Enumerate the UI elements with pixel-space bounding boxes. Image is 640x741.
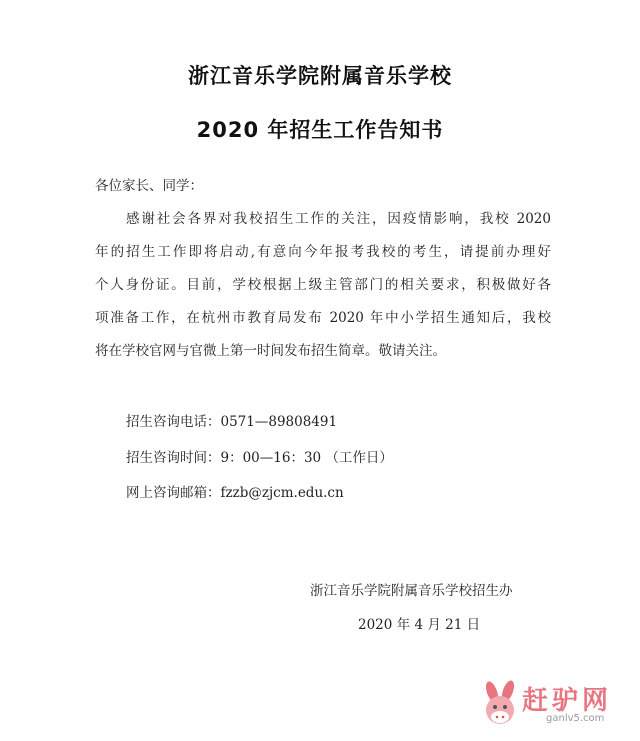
- paragraph-line: 个人身份证。目前，学校根据上级主管部门的相关要求，积极做好各: [95, 277, 551, 293]
- paragraph-line: 项准备工作，在杭州市教育局发布 2020 年中小学招生通知后，我校: [95, 310, 551, 326]
- paragraph-line: 将在学校官网与官微上第一时间发布招生简章。敬请关注。: [95, 343, 446, 359]
- contact-hours: 招生咨询时间：9：00—16：30 （工作日）: [126, 450, 393, 466]
- school-title: 浙江音乐学院附属音乐学校: [188, 64, 452, 88]
- contact-email: 网上咨询邮箱：fzzb@zjcm.edu.cn: [126, 485, 344, 501]
- paragraph-line: 年的招生工作即将启动,有意向今年报考我校的考生，请提前办理好: [95, 244, 551, 260]
- watermark: [478, 680, 628, 734]
- notice-title: 2020 年招生工作告知书: [196, 118, 444, 142]
- contact-phone: 招生咨询电话：0571—89808491: [126, 414, 338, 430]
- signature-office: 浙江音乐学院附属音乐学校招生办: [310, 583, 513, 599]
- salutation: 各位家长、同学：: [95, 178, 203, 194]
- donkey-logo-icon: [478, 680, 524, 730]
- watermark-text: 赶驴网: [522, 686, 613, 716]
- watermark-url: ganlv5.com: [546, 713, 605, 724]
- paragraph-line: 感谢社会各界对我校招生工作的关注，因疫情影响，我校 2020: [126, 211, 551, 227]
- signature-date: 2020 年 4 月 21 日: [358, 617, 481, 633]
